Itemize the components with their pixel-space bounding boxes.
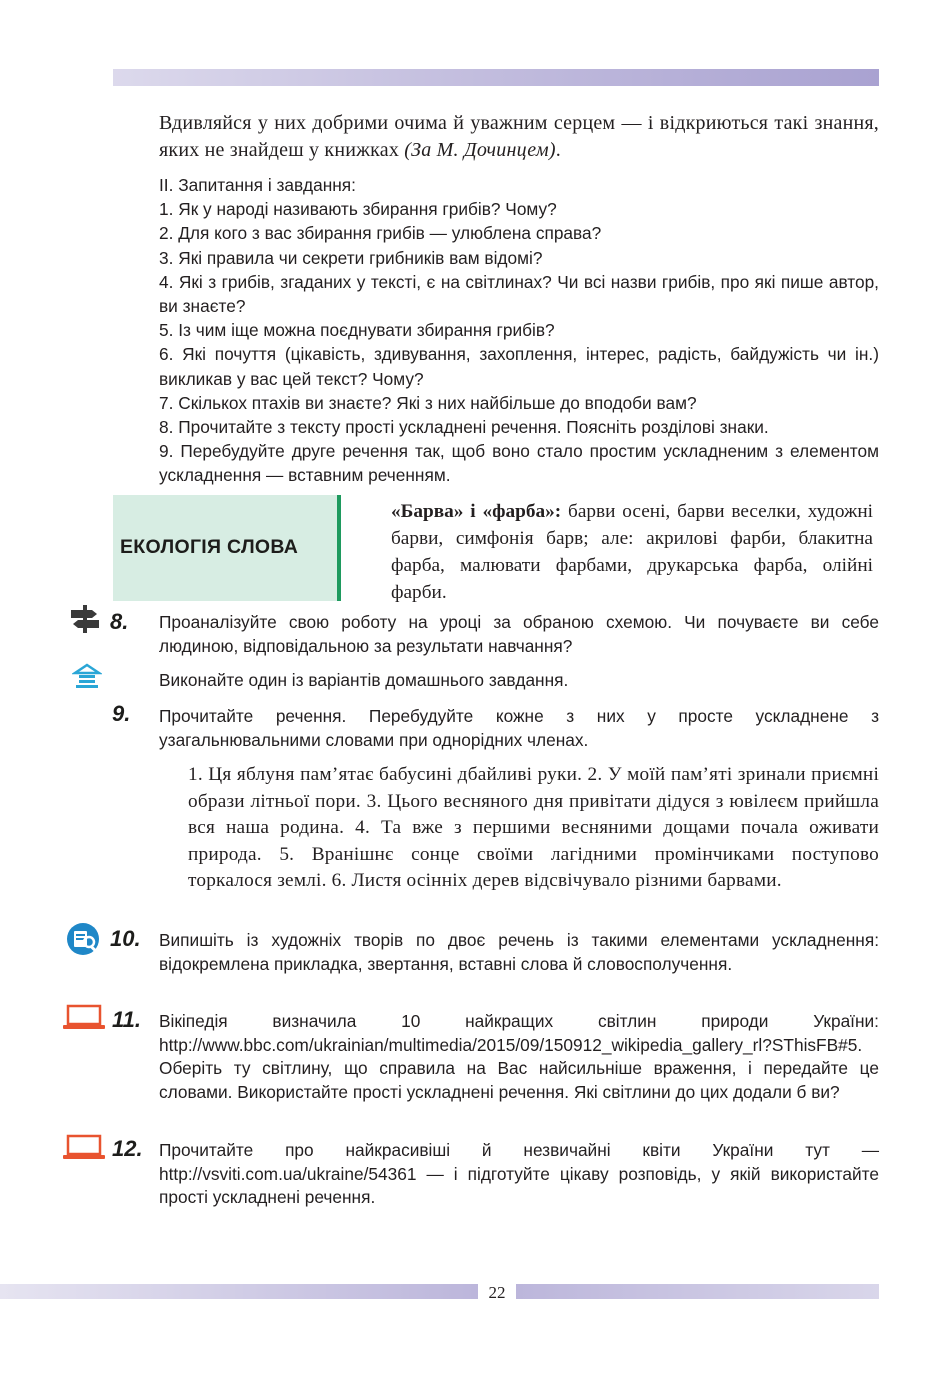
question-item: 7. Скількох птахів ви знаєте? Які з них найбільше до вподоби вам? bbox=[159, 392, 697, 413]
task-12-number: 12. bbox=[112, 1136, 143, 1161]
search-book-icon bbox=[65, 922, 105, 956]
task-9-number: 9. bbox=[112, 701, 131, 726]
question-item: 8. Прочитайте з тексту прості ускладнені речення. Поясніть розділові знаки. bbox=[159, 417, 769, 438]
ecology-terms: «Барва» і «фарба»: bbox=[391, 501, 562, 522]
questions-heading: ІІ. Запитання і завдання: bbox=[159, 175, 356, 195]
task-8-text: Проаналізуйте свою роботу на уроці за обраною схемою. Чи почуваєте ви себе людиною, відповідальною за результати навчання? bbox=[159, 612, 879, 656]
question-item: 2. Для кого з вас збирання грибів — улюблена справа? bbox=[159, 223, 602, 244]
question-item: 6. Які почуття (цікавість, здивування, захоплення, інтерес, радість, байдужість чи ін.) викликав у вас цей текст? Чому? bbox=[159, 344, 879, 389]
footer-bar-left bbox=[0, 1284, 478, 1299]
home-task-text: Виконайте один із варіантів домашнього завдання. bbox=[159, 670, 569, 690]
ecology-title: ЕКОЛОГІЯ СЛОВА bbox=[120, 536, 299, 558]
task-11-text: Вікіпедія визначила 10 найкращих світлин природи України: http://www.bbc.com/ukrainian/multimedia/2015/09/150912_wikipedia_gallery_rl?SThisFB#5. Оберіть ту світлину, що справила на Вас найсильніше враження, і передайте це словами. Використайте прості ускладнені речення. Які світлини до цих додали б ви? bbox=[159, 1011, 879, 1102]
task-12-text: Прочитайте про найкрасивіші й незвичайні квіти України тут — http://vsviti.com.ua/ukraine/54361 — і підготуйте цікаву розповідь, у якій використайте прості ускладнені речення. bbox=[159, 1140, 879, 1207]
page-number: 22 bbox=[488, 1283, 506, 1302]
task-9-sentences: 1. Ця яблуня пам’ятає бабусині дбайливі руки. 2. У моїй пам’яті зринали приємні образи літньої пори. 3. Цього весняного дня привітати дідуся з ювілеєм прийшла вся наша родина. 4. Та вже з першими весняними дощами почала оживати природа. 5. Вранішнє сонце своїми лагідними промінчиками поступово торкалося землі. 6. Листя осінніх дерев відсвічувало різними барвами. bbox=[188, 764, 879, 891]
laptop-icon bbox=[62, 1134, 106, 1160]
task-9-exercise bbox=[159, 762, 879, 895]
signpost-icon bbox=[68, 604, 102, 634]
ecology-text bbox=[391, 498, 873, 606]
intro-citation: (За М. Дочинцем) bbox=[404, 139, 556, 161]
home-task-icon bbox=[72, 663, 102, 689]
task-9-text: Прочитайте речення. Перебудуйте кожне з них у просте ускладнене з узагальнювальними словами при однорідних членах. bbox=[159, 706, 879, 750]
top-decorative-bar bbox=[113, 69, 879, 86]
ecology-examples: барви осені, барви веселки, художні барви, симфонія барв; але: акрилові фарби, блакитна фарба, малювати фарбами, друкарська фарба, олійні фарби. bbox=[391, 501, 873, 603]
footer-bar-right bbox=[516, 1284, 879, 1299]
question-item: 1. Як у народі називають збирання грибів? Чому? bbox=[159, 199, 557, 220]
laptop-icon bbox=[62, 1004, 106, 1030]
task-10-number: 10. bbox=[110, 926, 141, 951]
intro-end: . bbox=[555, 139, 561, 161]
question-item: 5. Із чим іще можна поєднувати збирання грибів? bbox=[159, 320, 555, 341]
ecology-accent-bar bbox=[337, 495, 341, 601]
question-item: 9. Перебудуйте друге речення так, щоб воно стало простим ускладненим з елементом ускладнення — вставним реченням. bbox=[159, 441, 879, 486]
questions-block bbox=[159, 173, 879, 488]
intro-paragraph bbox=[159, 110, 879, 164]
task-10-text: Випишіть із художніх творів по двоє речень із такими елементами ускладнення: відокремлена прикладка, звертання, вставні слова й словосполучення. bbox=[159, 930, 879, 974]
task-11-number: 11. bbox=[112, 1007, 141, 1032]
question-item: 4. Які з грибів, згаданих у тексті, є на світлинах? Чи всі назви грибів, про які пише автор, ви знаєте? bbox=[159, 271, 879, 317]
question-item: 3. Які правила чи секрети грибників вам відомі? bbox=[159, 247, 543, 268]
task-8-number: 8. bbox=[110, 609, 129, 634]
intro-text: Вдивляйся у них добрими очима й уважним серцем — і відкриються такі знання, яких не знайдеш у книжках bbox=[159, 112, 879, 161]
